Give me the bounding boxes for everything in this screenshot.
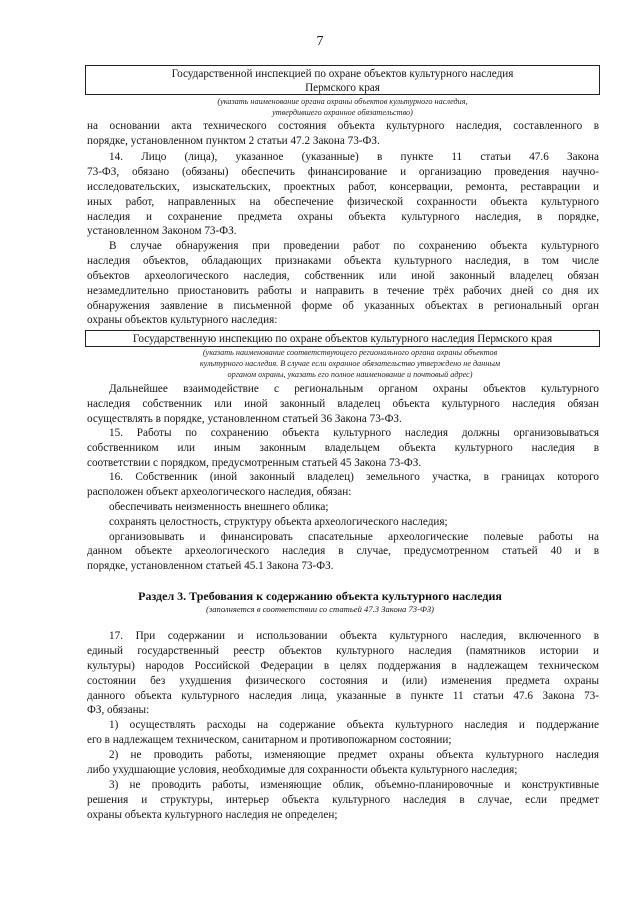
issuing-authority-hint <box>85 96 600 118</box>
section-subheading: (заполняется в соответствии со статьей 47.3 Закона 73-ФЗ) <box>206 604 434 614</box>
text-line: В случае обнаружения при проведении работ по сохранению объекта культурного <box>109 240 599 252</box>
text-line: единый государственный реестр объектов культурного наследия (памятников истории и <box>87 644 599 657</box>
list-item: сохранять целостность, структуру объекта археологического наследия; <box>109 515 448 528</box>
list-item: 3) не проводить работы, изменяющие облик, объемно-планировочные и конструктивные <box>109 778 599 791</box>
text-line: культуры) народов Российской Федерации в целях поддержания в надлежащем техническом <box>87 659 599 672</box>
list-item: 1) осуществлять расходы на содержание объекта культурного наследия и поддержание <box>109 719 599 732</box>
text-line: объектов археологического наследия, собственник или иной законный владелец обязан <box>87 269 599 282</box>
hint-line: утвердившего охранное обязательство) <box>272 108 413 117</box>
paragraph-14 <box>87 150 599 239</box>
text-line: наследия объектов, обладающих признаками объекта культурного наследия, в том числе <box>87 254 599 267</box>
hint-line: (указать наименование соответствующего регионального органа охраны объектов <box>202 348 498 357</box>
text-line: 15. Работы по сохранению объекта культурного наследия должны организовываться <box>109 427 599 439</box>
paragraph-further-interaction <box>87 382 599 427</box>
issuing-authority-box <box>85 65 600 95</box>
list-item: организовывать и финансировать спасательные археологические полевые работы на <box>109 530 599 543</box>
hint-line: (указать наименование органа охраны объектов культурного наследия, <box>217 97 468 106</box>
issuing-authority-line2: Пермского края <box>305 82 380 94</box>
text-line: установленном Законом 73-ФЗ. <box>87 225 237 238</box>
text-line: данного объекта культурного наследия лица, указанные в пункте 11 статьи 47.6 Закона 73- <box>87 689 599 702</box>
paragraph-15 <box>87 426 599 471</box>
text-line: соответствии с порядком, предусмотренным статьей 45 Закона 73-ФЗ. <box>87 456 422 469</box>
hint-line: культурного наследия. В случае если охранное обязательство утверждено не данным <box>199 359 501 368</box>
text-line: охраны объекта культурного наследия не определен; <box>87 808 338 821</box>
paragraph-discovery <box>87 239 599 328</box>
text-line: наследия собственник или иной законный владелец объекта культурного наследия обязан <box>87 397 599 410</box>
list-item: обеспечивать неизменность внешнего облика; <box>109 500 329 513</box>
text-line: порядке, установленном пунктом 2 статьи 47.2 Закона 73-ФЗ. <box>87 134 380 147</box>
text-line: иных работ, направленных на обеспечение физической сохранности объекта культурного <box>87 195 599 208</box>
text-line: ФЗ, обязаны: <box>87 704 150 717</box>
text-line: охраны объектов культурного наследия: <box>87 314 278 327</box>
text-line: данном объекте археологического наследия в случае, предусмотренном статьей 40 и в <box>87 545 599 558</box>
text-line: собственником или иным законным владельцем объекта культурного наследия в <box>87 441 599 454</box>
paragraph-17 <box>87 629 599 823</box>
text-line: незамедлительно приостановить работы и направить в течение трёх рабочих дней со дня их <box>87 284 599 297</box>
text-line: обнаружения заявление в письменной форме об указанных объектах в региональный орган <box>87 299 599 312</box>
text-line: на основании акта технического состояния объекта культурного наследия, составленного в <box>87 120 599 132</box>
text-line: его в надлежащем техническом, санитарном и противопожарном состоянии; <box>87 734 452 747</box>
text-line: Дальнейшее взаимодействие с региональным органом охраны объектов культурного <box>109 383 599 395</box>
text-line: 16. Собственник (иной законный владелец) земельного участка, в границах которого <box>109 471 599 483</box>
list-item: 2) не проводить работы, изменяющие предмет охраны объекта культурного наследия <box>109 749 599 762</box>
section-heading: Раздел 3. Требования к содержанию объекта культурного наследия <box>138 589 502 603</box>
paragraph-16 <box>87 470 599 574</box>
paragraph-act-basis <box>87 119 599 149</box>
text-line: исследовательских, изыскательских, проектных работ, консервации, ремонта, реставрации и <box>87 180 599 193</box>
text-line: 17. При содержании и использовании объекта культурного наследия, включенного в <box>109 630 599 642</box>
text-line: 73-ФЗ, обязано (обязаны) обеспечить финансирование и организацию проведения научно- <box>87 165 599 178</box>
text-line: расположен объект археологического наследия, обязан: <box>87 485 352 498</box>
text-line: осуществлять в порядке, установленном статьей 36 Закона 73-ФЗ. <box>87 412 402 425</box>
text-line: порядке, установленном статьей 45.1 Закона 73-ФЗ. <box>87 560 334 573</box>
text-line: состоянии без ухудшения физического состояния и (или) изменения предмета охраны <box>87 674 599 687</box>
text-line: либо ухудшающие условия, необходимые для сохранности объекта культурного наследия; <box>87 764 518 777</box>
page-number: 7 <box>316 34 324 49</box>
hint-line: органом охраны, указать его полное наименование и почтовый адрес) <box>227 370 473 379</box>
text-line: наследия и сохранение предмета охраны объекта культурного наследия, в порядке, <box>87 210 599 223</box>
issuing-authority-line1: Государственной инспекцией по охране объектов культурного наследия <box>171 68 514 80</box>
regional-authority-box: Государственную инспекцию по охране объектов культурного наследия Пермского края <box>85 330 600 347</box>
regional-authority-hint <box>110 347 590 380</box>
text-line: 14. Лицо (лица), указанное (указанные) в пункте 11 статьи 47.6 Закона <box>109 151 599 163</box>
text-line: решения и структуры, интерьер объекта культурного наследия в случае, если предмет <box>87 793 599 806</box>
